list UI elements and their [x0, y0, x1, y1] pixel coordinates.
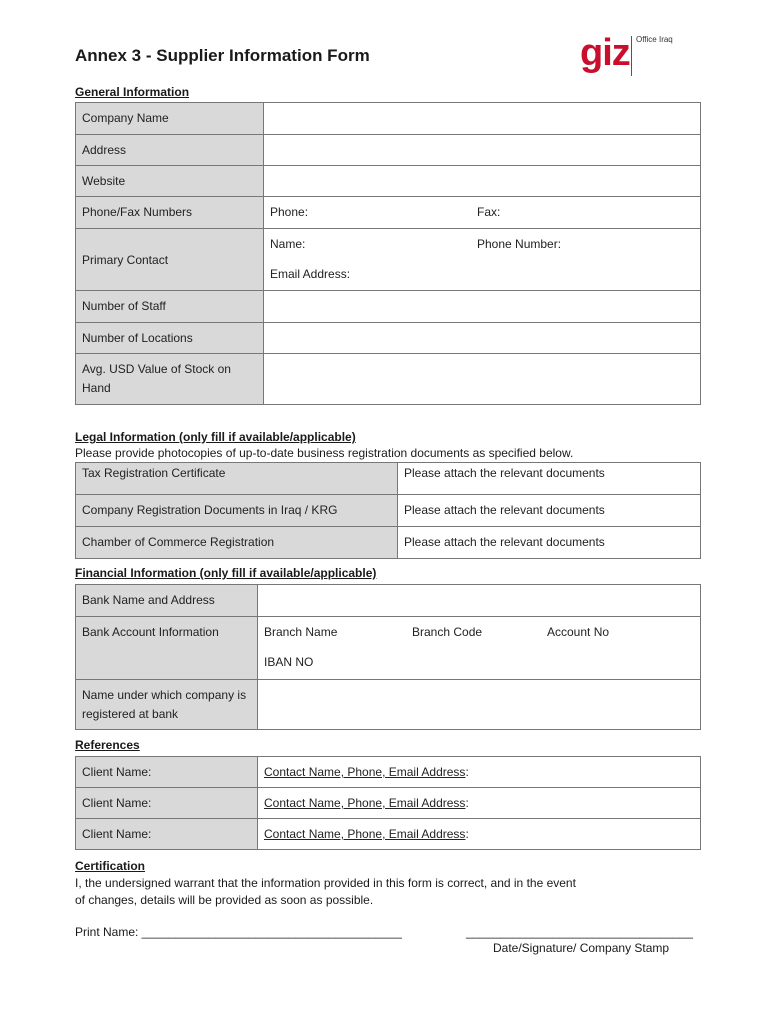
- financial-info-heading: Financial Information (only fill if available/applicable): [75, 566, 377, 580]
- locations-count-field[interactable]: [264, 323, 701, 354]
- branch-name-label: Branch Name: [264, 625, 338, 639]
- bank-name-field[interactable]: [258, 585, 701, 617]
- bank-account-label: Bank Account Information: [76, 617, 258, 680]
- legal-row-value[interactable]: Please attach the relevant documents: [398, 527, 701, 559]
- registered-name-field[interactable]: [258, 680, 701, 730]
- registered-name-label: Name under which company is registered at bank: [76, 680, 258, 730]
- client-contact-field[interactable]: [258, 788, 701, 819]
- legal-row-label: Chamber of Commerce Registration: [76, 527, 398, 559]
- address-label: Address: [76, 135, 264, 166]
- references-heading: References: [75, 738, 140, 752]
- giz-logo: [580, 30, 690, 78]
- client-contact-text: Contact Name, Phone, Email Address: [264, 827, 466, 841]
- client-name-label: Client Name:: [76, 819, 258, 850]
- bank-account-field[interactable]: [258, 617, 701, 680]
- client-name-label: Client Name:: [76, 757, 258, 788]
- legal-info-table: [75, 462, 701, 559]
- fax-label: Fax:: [477, 205, 501, 219]
- contact-phone-label: Phone Number:: [477, 237, 562, 251]
- staff-count-label: Number of Staff: [76, 291, 264, 323]
- client-name-label: Client Name:: [76, 788, 258, 819]
- company-name-label: Company Name: [76, 103, 264, 135]
- page-title: Annex 3 - Supplier Information Form: [75, 46, 370, 65]
- website-field[interactable]: [264, 166, 701, 197]
- logo-divider: [631, 36, 632, 76]
- signature-line[interactable]: __________________________________: [466, 925, 693, 939]
- phone-fax-field[interactable]: [264, 197, 701, 229]
- stock-value-field[interactable]: [264, 354, 701, 405]
- colon-text: :: [465, 765, 469, 779]
- certification-line-2: of changes, details will be provided as soon as possible.: [75, 893, 374, 907]
- legal-row-value[interactable]: Please attach the relevant documents: [398, 463, 701, 495]
- references-table: [75, 756, 701, 850]
- colon-text: :: [465, 796, 469, 810]
- logo-wordmark: giz: [580, 32, 630, 74]
- client-contact-field[interactable]: [258, 757, 701, 788]
- primary-contact-field[interactable]: [264, 229, 701, 291]
- financial-info-table: [75, 584, 701, 730]
- phone-label: Phone:: [270, 205, 309, 219]
- contact-email-label: Email Address:: [270, 267, 351, 281]
- general-info-table: [75, 102, 701, 405]
- locations-count-label: Number of Locations: [76, 323, 264, 354]
- legal-info-note: Please provide photocopies of up-to-date business registration documents as specified below.: [75, 446, 574, 460]
- logo-subtitle: Office Iraq: [636, 35, 673, 44]
- client-contact-text: Contact Name, Phone, Email Address: [264, 765, 466, 779]
- colon-text: :: [465, 827, 469, 841]
- iban-label: IBAN NO: [264, 655, 314, 669]
- legal-row-label: Tax Registration Certificate: [76, 463, 398, 495]
- stock-value-label: Avg. USD Value of Stock on Hand: [76, 354, 264, 405]
- branch-code-label: Branch Code: [412, 625, 483, 639]
- client-contact-text: Contact Name, Phone, Email Address: [264, 796, 466, 810]
- client-contact-field[interactable]: [258, 819, 701, 850]
- phone-fax-label: Phone/Fax Numbers: [76, 197, 264, 229]
- account-no-label: Account No: [547, 625, 610, 639]
- website-label: Website: [76, 166, 264, 197]
- print-name-field[interactable]: Print Name: _______________________________________: [75, 925, 402, 939]
- address-field[interactable]: [264, 135, 701, 166]
- staff-count-field[interactable]: [264, 291, 701, 323]
- legal-row-label: Company Registration Documents in Iraq / KRG: [76, 495, 398, 527]
- general-info-heading: General Information: [75, 85, 190, 99]
- certification-heading: Certification: [75, 859, 146, 873]
- certification-line-1: I, the undersigned warrant that the information provided in this form is correct, and in the event: [75, 876, 576, 890]
- company-name-field[interactable]: [264, 103, 701, 135]
- bank-name-label: Bank Name and Address: [76, 585, 258, 617]
- contact-name-label: Name:: [270, 237, 306, 251]
- legal-row-value[interactable]: Please attach the relevant documents: [398, 495, 701, 527]
- primary-contact-label: Primary Contact: [76, 229, 264, 291]
- legal-info-heading: Legal Information (only fill if available/applicable): [75, 430, 356, 444]
- signature-label: Date/Signature/ Company Stamp: [493, 941, 670, 955]
